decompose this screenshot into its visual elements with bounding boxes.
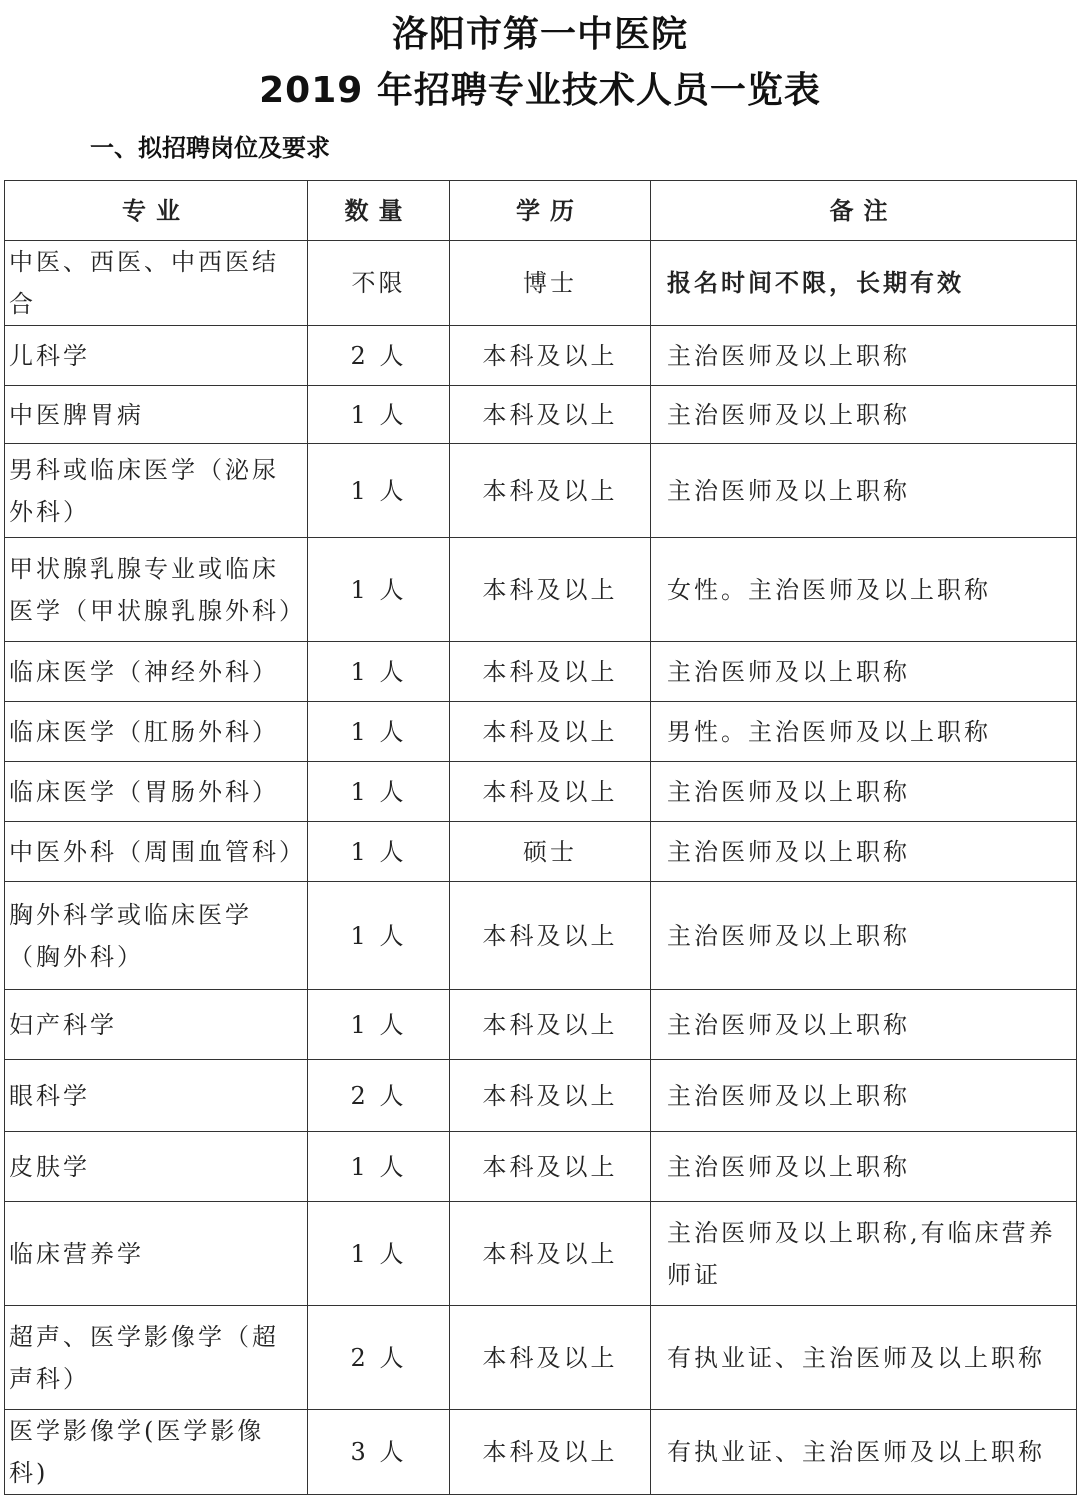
cell-count: 1 人 xyxy=(308,990,450,1060)
cell-note: 主治医师及以上职称 xyxy=(651,822,1077,882)
header-major: 专业 xyxy=(5,181,308,241)
table-row xyxy=(5,702,1077,762)
cell-major: 胸外科学或临床医学（胸外科） xyxy=(5,882,308,990)
cell-note: 女性。主治医师及以上职称 xyxy=(651,538,1077,642)
cell-education: 本科及以上 xyxy=(450,882,651,990)
cell-education: 本科及以上 xyxy=(450,326,651,386)
cell-note: 有执业证、主治医师及以上职称 xyxy=(651,1306,1077,1410)
cell-education: 本科及以上 xyxy=(450,642,651,702)
document-title-line2: 2019 年招聘专业技术人员一览表 xyxy=(259,70,821,111)
cell-note: 主治医师及以上职称 xyxy=(651,642,1077,702)
cell-count: 2 人 xyxy=(308,326,450,386)
table-row xyxy=(5,1306,1077,1410)
cell-major: 男科或临床医学（泌尿外科） xyxy=(5,444,308,538)
cell-count: 1 人 xyxy=(308,444,450,538)
cell-count: 1 人 xyxy=(308,702,450,762)
cell-count: 1 人 xyxy=(308,822,450,882)
cell-major: 皮肤学 xyxy=(5,1132,308,1202)
cell-note: 主治医师及以上职称 xyxy=(651,1060,1077,1132)
table-row xyxy=(5,444,1077,538)
cell-education: 本科及以上 xyxy=(450,1060,651,1132)
cell-education: 本科及以上 xyxy=(450,1410,651,1495)
cell-count: 1 人 xyxy=(308,386,450,444)
cell-education: 本科及以上 xyxy=(450,990,651,1060)
cell-note: 主治医师及以上职称 xyxy=(651,444,1077,538)
cell-major: 临床营养学 xyxy=(5,1202,308,1306)
cell-note: 主治医师及以上职称 xyxy=(651,1132,1077,1202)
table-row xyxy=(5,822,1077,882)
cell-education: 本科及以上 xyxy=(450,762,651,822)
section-heading: 一、拟招聘岗位及要求 xyxy=(90,134,330,162)
cell-count: 1 人 xyxy=(308,882,450,990)
cell-major: 妇产科学 xyxy=(5,990,308,1060)
cell-count: 1 人 xyxy=(308,538,450,642)
header-note: 备注 xyxy=(651,181,1077,241)
cell-count: 1 人 xyxy=(308,762,450,822)
cell-major: 甲状腺乳腺专业或临床医学（甲状腺乳腺外科） xyxy=(5,538,308,642)
cell-education: 本科及以上 xyxy=(450,444,651,538)
table-row xyxy=(5,990,1077,1060)
header-education: 学历 xyxy=(450,181,651,241)
table-row xyxy=(5,326,1077,386)
table-row xyxy=(5,762,1077,822)
cell-education: 本科及以上 xyxy=(450,702,651,762)
cell-major: 眼科学 xyxy=(5,1060,308,1132)
table-row xyxy=(5,1060,1077,1132)
cell-education: 本科及以上 xyxy=(450,1306,651,1410)
cell-education: 本科及以上 xyxy=(450,538,651,642)
cell-count: 不限 xyxy=(308,241,450,326)
table-row xyxy=(5,538,1077,642)
cell-education: 本科及以上 xyxy=(450,1202,651,1306)
cell-note: 主治医师及以上职称 xyxy=(651,882,1077,990)
cell-count: 3 人 xyxy=(308,1410,450,1495)
document-title-line1: 洛阳市第一中医院 xyxy=(391,14,688,55)
cell-count: 1 人 xyxy=(308,1202,450,1306)
cell-note: 主治医师及以上职称,有临床营养师证 xyxy=(651,1202,1077,1306)
cell-note: 主治医师及以上职称 xyxy=(651,762,1077,822)
cell-major: 临床医学（胃肠外科） xyxy=(5,762,308,822)
table-row xyxy=(5,1132,1077,1202)
cell-major: 中医外科（周围血管科） xyxy=(5,822,308,882)
table-row xyxy=(5,241,1077,326)
cell-major: 儿科学 xyxy=(5,326,308,386)
table-row xyxy=(5,1202,1077,1306)
cell-major: 中医脾胃病 xyxy=(5,386,308,444)
cell-note: 主治医师及以上职称 xyxy=(651,990,1077,1060)
cell-education: 本科及以上 xyxy=(450,1132,651,1202)
table-header-row xyxy=(5,181,1077,241)
cell-note: 主治医师及以上职称 xyxy=(651,326,1077,386)
cell-note: 主治医师及以上职称 xyxy=(651,386,1077,444)
cell-major: 医学影像学(医学影像科) xyxy=(5,1410,308,1495)
cell-major: 超声、医学影像学（超声科） xyxy=(5,1306,308,1410)
table-row xyxy=(5,642,1077,702)
table-row xyxy=(5,882,1077,990)
cell-note: 报名时间不限，长期有效 xyxy=(651,241,1077,326)
cell-note: 男性。主治医师及以上职称 xyxy=(651,702,1077,762)
cell-education: 博士 xyxy=(450,241,651,326)
cell-count: 1 人 xyxy=(308,642,450,702)
cell-education: 硕士 xyxy=(450,822,651,882)
cell-count: 2 人 xyxy=(308,1060,450,1132)
table-body xyxy=(5,241,1077,1495)
cell-education: 本科及以上 xyxy=(450,386,651,444)
cell-count: 1 人 xyxy=(308,1132,450,1202)
cell-major: 中医、西医、中西医结合 xyxy=(5,241,308,326)
table-row xyxy=(5,386,1077,444)
cell-note: 有执业证、主治医师及以上职称 xyxy=(651,1410,1077,1495)
recruitment-table xyxy=(4,180,1077,1495)
header-count: 数量 xyxy=(308,181,450,241)
table-row xyxy=(5,1410,1077,1495)
cell-major: 临床医学（神经外科） xyxy=(5,642,308,702)
cell-major: 临床医学（肛肠外科） xyxy=(5,702,308,762)
cell-count: 2 人 xyxy=(308,1306,450,1410)
